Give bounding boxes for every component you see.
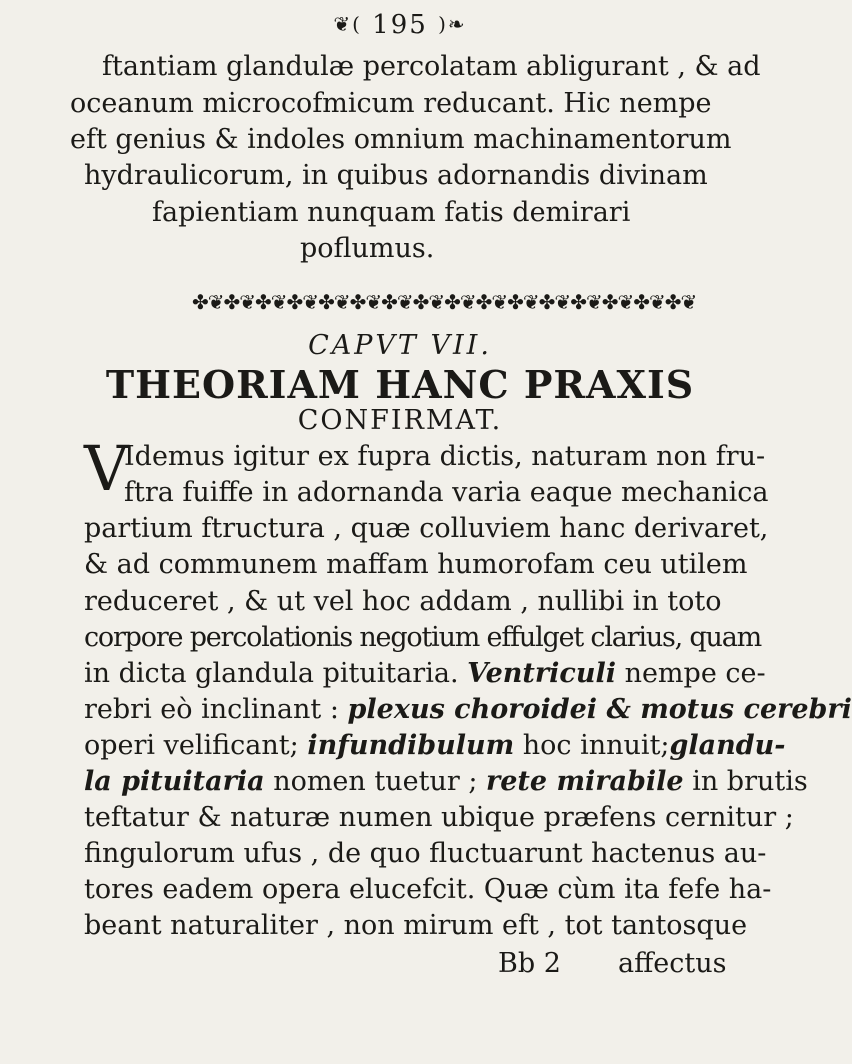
- chapter-subtitle: CONFIRMAT.: [297, 405, 503, 436]
- italic-term: plexus choroidei & motus cerebri: [347, 694, 852, 725]
- text-line: & ad communem maffam humorofam ceu utilem: [84, 549, 748, 580]
- text-line: poflumus.: [300, 233, 435, 264]
- text-line: [84, 731, 786, 761]
- text-line: partium ftructura , quæ colluviem hanc derivaret,: [84, 513, 769, 544]
- text-line: oceanum microcofmicum reducant. Hic nempe: [70, 88, 712, 119]
- text-line: reduceret , & ut vel hoc addam , nullibi in toto: [84, 586, 722, 617]
- text-run: in dicta glandula pituitaria.: [84, 658, 459, 689]
- text-run: in brutis: [692, 766, 808, 797]
- text-line: beant naturaliter , non mirum eft , tot tantosque: [84, 910, 748, 941]
- right-ornament: )❧: [438, 12, 467, 36]
- page-number: 195: [372, 10, 428, 40]
- chapter-title: THEORIAM HANC PRAXIS: [105, 362, 695, 407]
- chapter-number: CAPVT VII.: [308, 330, 492, 361]
- text-line: [84, 659, 766, 689]
- text-line: teftatur & naturæ numen ubique præfens cernitur ;: [84, 802, 794, 833]
- text-line: fapientiam nunquam fatis demirari: [152, 197, 631, 228]
- text-line: [84, 695, 852, 725]
- drop-cap: V: [84, 432, 129, 505]
- signature-mark: Bb 2: [498, 948, 561, 979]
- italic-term: rete mirabile: [486, 766, 684, 797]
- left-ornament: ❦(: [333, 12, 362, 36]
- text-line: ftra fuiffe in adornanda varia eaque mechanica: [124, 477, 769, 508]
- catchword: affectus: [618, 948, 727, 979]
- text-line: ftantiam glandulæ percolatam abligurant , & ad: [102, 51, 761, 82]
- italic-term: glandu-: [669, 730, 786, 761]
- italic-term: Ventriculi: [467, 658, 616, 689]
- text-run: hoc innuit;: [522, 730, 670, 761]
- text-line: [84, 767, 808, 797]
- text-line: Idemus igitur ex fupra dictis, naturam non fru-: [124, 441, 766, 472]
- text-run: rebri eò inclinant :: [84, 694, 339, 725]
- italic-term: infundibulum: [307, 730, 515, 761]
- text-line: corpore percolationis negotium effulget clarius, quam: [84, 622, 762, 653]
- text-run: nomen tuetur ;: [273, 766, 478, 797]
- text-run: nempe ce-: [624, 658, 766, 689]
- italic-term: la pituitaria: [84, 766, 265, 797]
- text-line: fingulorum ufus , de quo fluctuarunt hactenus au-: [84, 838, 767, 869]
- ornamental-divider: ✤❦✤❦✤❦✤❦✤❦✤❦✤❦✤❦✤❦✤❦✤❦✤❦✤❦✤❦✤❦✤❦: [192, 290, 697, 314]
- text-line: tores eadem opera elucefcit. Quæ cùm ita fefe ha-: [84, 874, 772, 905]
- page-header: [0, 10, 800, 40]
- text-line: eft genius & indoles omnium machinamentorum: [70, 124, 732, 155]
- text-line: hydraulicorum, in quibus adornandis divinam: [84, 160, 708, 191]
- text-run: operi velificant;: [84, 730, 299, 761]
